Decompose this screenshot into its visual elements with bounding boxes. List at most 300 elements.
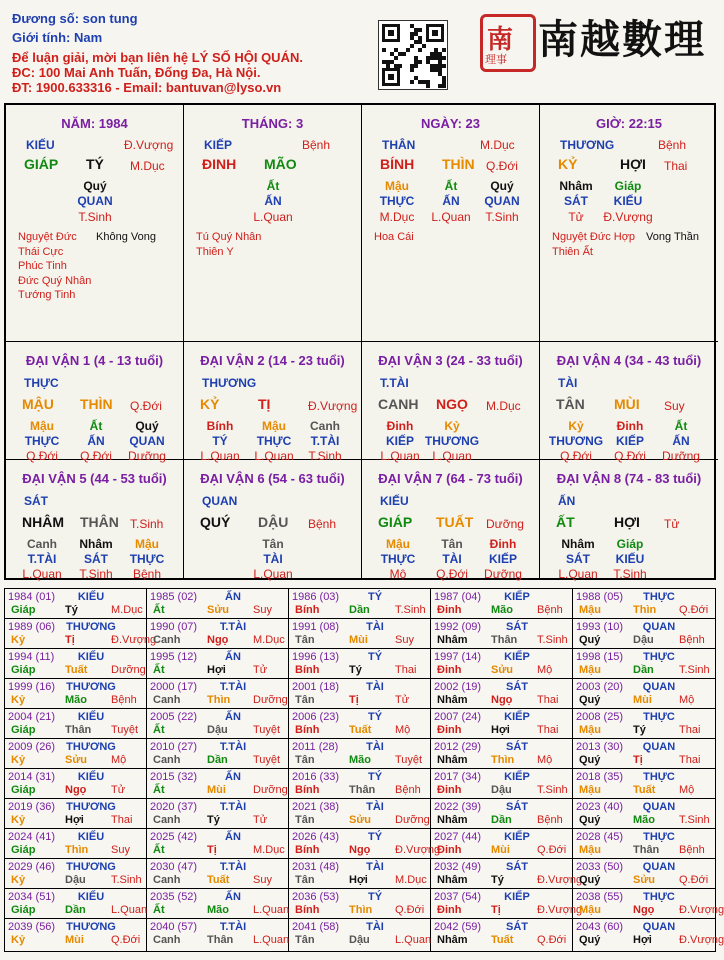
year-label: 2032 (49) bbox=[434, 861, 482, 873]
year-branch: Mão bbox=[207, 904, 229, 916]
pillar-stage: Bệnh bbox=[658, 138, 687, 152]
year-branch: Ngọ bbox=[207, 634, 229, 646]
hidden-stem: Quý bbox=[135, 419, 159, 433]
gender: Giới tính: Nam bbox=[12, 30, 103, 45]
year-branch: Dần bbox=[349, 604, 370, 616]
hidden-ten-god: T.TÀI bbox=[27, 552, 57, 566]
year-cell bbox=[147, 679, 289, 709]
hidden-ten-god: ẤN bbox=[264, 194, 282, 208]
year-label: 1997 (14) bbox=[434, 651, 482, 663]
year-label: 2024 (41) bbox=[8, 831, 56, 843]
hidden-ten-god: THỰC bbox=[129, 552, 165, 566]
year-cell bbox=[289, 679, 431, 709]
year-label: 2015 (32) bbox=[150, 771, 198, 783]
hidden-stem: Canh bbox=[27, 537, 57, 551]
year-ten-god: KIẾP bbox=[504, 651, 530, 663]
dai-van-branch: MÙI bbox=[614, 396, 640, 412]
hidden-stem: Giáp bbox=[614, 179, 642, 193]
year-stem: Giáp bbox=[11, 784, 36, 796]
dai-van-ten-god: T.TÀI bbox=[380, 376, 409, 390]
year-stem: Tân bbox=[295, 694, 315, 706]
year-stage: Q.Đới bbox=[679, 874, 709, 886]
hidden-ten-god: THỰC bbox=[380, 552, 416, 566]
year-stage: Dưỡng bbox=[253, 784, 288, 796]
year-ten-god: KIẾU bbox=[77, 831, 105, 843]
year-stem: Bính bbox=[295, 724, 320, 736]
year-label: 2017 (34) bbox=[434, 771, 482, 783]
year-stage: T.Sinh bbox=[395, 604, 426, 616]
hidden-stage: Bệnh bbox=[132, 567, 162, 581]
year-stage: Đ.Vượng bbox=[111, 634, 157, 646]
year-stem: Bính bbox=[295, 844, 320, 856]
pillar-cell bbox=[184, 105, 362, 342]
year-cell bbox=[431, 739, 573, 769]
dai-van-cell bbox=[184, 460, 362, 580]
year-stage: Q.Đới bbox=[679, 604, 709, 616]
year-ten-god: QUAN bbox=[642, 621, 676, 633]
year-stem: Giáp bbox=[11, 904, 36, 916]
year-cell bbox=[5, 709, 147, 739]
star-item: Thiên Y bbox=[196, 245, 234, 258]
year-branch: Thân bbox=[633, 844, 660, 856]
dai-van-stem: KỶ bbox=[200, 396, 220, 412]
year-branch: Tị bbox=[491, 904, 501, 916]
dai-van-title: ĐẠI VẬN 4 (34 - 43 tuổi) bbox=[556, 353, 702, 368]
hidden-stage: Tử bbox=[568, 210, 584, 224]
year-label: 2004 (21) bbox=[8, 711, 56, 723]
year-branch: Sửu bbox=[491, 664, 514, 676]
dai-van-branch: DẬU bbox=[258, 514, 289, 530]
hidden-stem: Nhâm bbox=[561, 537, 595, 551]
dai-van-title: ĐẠI VẬN 6 (54 - 63 tuổi) bbox=[200, 471, 345, 486]
year-cell bbox=[289, 919, 431, 951]
star-item: Nguyệt Đức Hợp bbox=[552, 231, 636, 243]
hidden-stem: Ất bbox=[444, 179, 458, 193]
dai-van-stage: T.Sinh bbox=[130, 517, 164, 531]
year-branch: Tuất bbox=[349, 724, 372, 736]
qr-code-icon[interactable] bbox=[378, 20, 448, 90]
year-stage: T.Sinh bbox=[679, 814, 710, 826]
yearly-luck-table bbox=[4, 588, 724, 952]
hidden-stage: T.Sinh bbox=[485, 210, 519, 224]
year-branch: Tý bbox=[491, 874, 504, 886]
year-label: 1990 (07) bbox=[150, 621, 198, 633]
year-stage: Q.Đới bbox=[537, 844, 567, 856]
hidden-stage: Q.Đới bbox=[560, 449, 592, 463]
hidden-stage: Q.Đới bbox=[614, 449, 646, 463]
year-ten-god: TÝ bbox=[367, 771, 383, 783]
year-label: 2030 (47) bbox=[150, 861, 198, 873]
year-ten-god: THỰC bbox=[643, 831, 675, 843]
page-header bbox=[0, 0, 720, 100]
year-ten-god: THƯƠNG bbox=[66, 801, 116, 813]
year-branch: Tuất bbox=[491, 934, 514, 946]
hidden-stem: Quý bbox=[490, 179, 514, 193]
year-ten-god: THƯƠNG bbox=[66, 621, 116, 633]
year-ten-god: ẤN bbox=[225, 891, 241, 903]
year-cell bbox=[431, 829, 573, 859]
hidden-stage: Đ.Vượng bbox=[603, 210, 653, 224]
dai-van-title: ĐẠI VẬN 2 (14 - 23 tuổi) bbox=[200, 353, 345, 368]
year-cell bbox=[431, 589, 573, 619]
year-branch: Thìn bbox=[633, 604, 657, 616]
dai-van-stage: Q.Đới bbox=[130, 399, 162, 413]
year-label: 1993 (10) bbox=[576, 621, 624, 633]
year-stem: Ất bbox=[153, 664, 165, 676]
year-cell bbox=[147, 769, 289, 799]
pillar-good-stars bbox=[196, 230, 261, 259]
year-ten-god: TÀI bbox=[366, 741, 384, 753]
year-cell bbox=[5, 829, 147, 859]
year-stem: Kỷ bbox=[11, 634, 26, 646]
year-stem: Ất bbox=[153, 604, 165, 616]
year-branch: Hợi bbox=[491, 724, 510, 736]
dai-van-stem: CANH bbox=[378, 396, 419, 412]
year-ten-god: THƯƠNG bbox=[66, 681, 116, 693]
year-stem: Mậu bbox=[579, 604, 601, 616]
year-stem: Canh bbox=[153, 874, 181, 886]
hidden-ten-god: TÀI bbox=[263, 552, 283, 566]
year-branch: Sửu bbox=[207, 604, 230, 616]
year-stage: Suy bbox=[395, 634, 414, 646]
year-branch: Dậu bbox=[633, 634, 654, 646]
year-branch: Ngọ bbox=[633, 904, 655, 916]
year-stem: Nhâm bbox=[437, 754, 468, 766]
pillar-stage: Đ.Vượng bbox=[124, 138, 174, 152]
year-ten-god: ẤN bbox=[225, 771, 241, 783]
year-cell bbox=[5, 799, 147, 829]
year-ten-god: THỰC bbox=[643, 891, 675, 903]
star-item: Đức Quý Nhân bbox=[18, 274, 92, 287]
year-label: 2002 (19) bbox=[434, 681, 482, 693]
year-stage: M.Dục bbox=[253, 844, 285, 856]
year-branch: Dậu bbox=[207, 724, 228, 736]
year-cell bbox=[5, 859, 147, 889]
year-branch: Mùi bbox=[349, 634, 368, 646]
year-label: 2018 (35) bbox=[576, 771, 624, 783]
year-branch: Thân bbox=[349, 784, 376, 796]
hidden-ten-god: ẤN bbox=[87, 434, 105, 448]
pillar-heavenly-stem: KỶ bbox=[558, 156, 578, 172]
year-stem: Ất bbox=[153, 724, 165, 736]
hidden-ten-god: KIẾP bbox=[615, 434, 645, 448]
year-label: 2038 (55) bbox=[576, 891, 624, 903]
year-ten-god: QUAN bbox=[642, 921, 676, 933]
hidden-ten-god: THƯƠNG bbox=[548, 434, 604, 448]
year-ten-god: ẤN bbox=[225, 711, 241, 723]
contact-phone-email[interactable]: ĐT: 1900.633316 - Email: bantuvan@lyso.vn bbox=[12, 80, 282, 95]
year-label: 2029 (46) bbox=[8, 861, 56, 873]
dai-van-cell bbox=[184, 342, 362, 463]
year-ten-god: THỰC bbox=[643, 711, 675, 723]
year-stem: Nhâm bbox=[437, 814, 468, 826]
year-branch: Tý bbox=[207, 814, 220, 826]
year-branch: Mão bbox=[65, 694, 87, 706]
year-branch: Thân bbox=[207, 934, 234, 946]
year-stage: M.Dục bbox=[111, 604, 143, 616]
year-ten-god: THƯƠNG bbox=[66, 741, 116, 753]
year-stage: Mộ bbox=[679, 784, 695, 796]
year-ten-god: KIẾP bbox=[504, 771, 530, 783]
pillar-heavenly-stem: GIÁP bbox=[24, 156, 59, 172]
year-stem: Bính bbox=[295, 784, 320, 796]
year-stem: Canh bbox=[153, 694, 181, 706]
year-stage: M.Dục bbox=[395, 874, 427, 886]
hidden-stem: Ất bbox=[266, 179, 280, 193]
year-label: 1992 (09) bbox=[434, 621, 482, 633]
year-stage: T.Sinh bbox=[537, 634, 568, 646]
year-stage: Tuyệt bbox=[253, 724, 281, 736]
hidden-stage: T.Sinh bbox=[78, 210, 112, 224]
year-stage: Tử bbox=[395, 694, 410, 706]
year-cell bbox=[147, 649, 289, 679]
year-cell bbox=[573, 769, 715, 799]
year-stage: Thai bbox=[537, 694, 559, 706]
hidden-stem: Kỷ bbox=[568, 419, 584, 433]
year-cell bbox=[147, 889, 289, 919]
year-ten-god: SÁT bbox=[506, 921, 528, 933]
dai-van-stage: Dưỡng bbox=[486, 517, 524, 531]
year-stage: L.Quan bbox=[253, 934, 290, 946]
year-stage: Bệnh bbox=[679, 634, 705, 646]
year-stem: Quý bbox=[579, 694, 601, 706]
year-label: 2022 (39) bbox=[434, 801, 482, 813]
year-label: 2020 (37) bbox=[150, 801, 198, 813]
hidden-ten-god: TÀI bbox=[442, 552, 462, 566]
hidden-stem: Tân bbox=[262, 537, 284, 551]
contact-note: Để luận giải, mời bạn liên hệ LÝ SỐ HỘI QUÁN. bbox=[12, 50, 303, 65]
year-branch: Mùi bbox=[207, 784, 226, 796]
year-ten-god: THỰC bbox=[643, 651, 675, 663]
year-label: 2025 (42) bbox=[150, 831, 198, 843]
year-cell bbox=[573, 829, 715, 859]
year-ten-god: SÁT bbox=[506, 621, 528, 633]
dai-van-stage: Suy bbox=[664, 399, 685, 413]
hidden-stem: Mậu bbox=[135, 537, 159, 551]
owner-name: Đương số: son tung bbox=[12, 11, 138, 26]
year-stage: Tử bbox=[253, 664, 268, 676]
year-stem: Tân bbox=[295, 634, 315, 646]
year-stem: Tân bbox=[295, 934, 315, 946]
year-label: 2036 (53) bbox=[292, 891, 340, 903]
year-label: 2040 (57) bbox=[150, 921, 198, 933]
pillar-heavenly-stem: BÍNH bbox=[380, 156, 415, 172]
year-branch: Mão bbox=[633, 814, 655, 826]
year-branch: Tuất bbox=[207, 874, 230, 886]
pillar-good-stars bbox=[18, 230, 91, 303]
year-stage: Đ.Vượng bbox=[537, 904, 583, 916]
hidden-stem: Quý bbox=[83, 179, 107, 193]
year-stage: Tử bbox=[111, 784, 126, 796]
year-label: 1995 (12) bbox=[150, 651, 198, 663]
year-label: 1988 (05) bbox=[576, 591, 624, 603]
year-label: 2013 (30) bbox=[576, 741, 624, 753]
year-ten-god: TÀI bbox=[366, 921, 384, 933]
year-cell bbox=[147, 709, 289, 739]
year-branch: Sửu bbox=[349, 814, 372, 826]
year-branch: Dậu bbox=[491, 784, 512, 796]
year-ten-god: KIẾU bbox=[77, 651, 105, 663]
year-branch: Dậu bbox=[65, 874, 86, 886]
hidden-stem: Mậu bbox=[30, 419, 54, 433]
year-ten-god: T.TÀI bbox=[219, 741, 247, 753]
year-ten-god: KIẾP bbox=[504, 711, 530, 723]
year-branch: Mão bbox=[491, 604, 513, 616]
star-item: Thái Cực bbox=[18, 245, 64, 258]
year-label: 1999 (16) bbox=[8, 681, 56, 693]
year-branch: Thìn bbox=[349, 904, 373, 916]
year-label: 1986 (03) bbox=[292, 591, 340, 603]
year-ten-god: T.TÀI bbox=[219, 801, 247, 813]
year-ten-god: THƯƠNG bbox=[66, 921, 116, 933]
year-stage: T.Sinh bbox=[111, 874, 142, 886]
dai-van-branch: HỢI bbox=[614, 514, 640, 530]
pillar-ten-god: KIẾP bbox=[204, 138, 233, 152]
year-branch: Sửu bbox=[65, 754, 88, 766]
year-ten-god: TÀI bbox=[366, 801, 384, 813]
year-label: 2009 (26) bbox=[8, 741, 56, 753]
year-stage: Bệnh bbox=[537, 604, 563, 616]
year-cell bbox=[289, 889, 431, 919]
hidden-stem: Giáp bbox=[616, 537, 644, 551]
year-label: 2007 (24) bbox=[434, 711, 482, 723]
dai-van-ten-god: KIẾU bbox=[380, 494, 409, 508]
year-cell bbox=[431, 769, 573, 799]
year-branch: Dần bbox=[633, 664, 654, 676]
star-item: Hoa Cái bbox=[374, 231, 414, 243]
year-cell bbox=[289, 799, 431, 829]
year-stem: Ất bbox=[153, 904, 165, 916]
year-ten-god: T.TÀI bbox=[219, 681, 247, 693]
hidden-stem: Bính bbox=[206, 419, 234, 433]
pillar-earthly-branch: TÝ bbox=[86, 156, 104, 172]
year-branch: Tý bbox=[65, 604, 78, 616]
year-cell bbox=[5, 679, 147, 709]
dai-van-cell bbox=[540, 460, 718, 580]
year-ten-god: KIẾP bbox=[504, 891, 530, 903]
year-ten-god: KIẾP bbox=[504, 831, 530, 843]
year-ten-god: TÀI bbox=[366, 621, 384, 633]
year-ten-god: THỰC bbox=[643, 771, 675, 783]
pillar-branch-stage: Q.Đới bbox=[486, 159, 518, 173]
year-stem: Giáp bbox=[11, 724, 36, 736]
hidden-stem: Tân bbox=[441, 537, 463, 551]
year-branch: Dần bbox=[491, 814, 512, 826]
year-label: 2005 (22) bbox=[150, 711, 198, 723]
hidden-ten-god: KIẾU bbox=[613, 194, 643, 208]
pillar-title: NGÀY: 23 bbox=[421, 116, 480, 131]
year-stage: Bệnh bbox=[395, 784, 421, 796]
year-stage: Thai bbox=[395, 664, 417, 676]
year-label: 2031 (48) bbox=[292, 861, 340, 873]
year-stage: Thai bbox=[537, 724, 559, 736]
hidden-stem: Đinh bbox=[489, 537, 517, 551]
dai-van-ten-god: TÀI bbox=[558, 376, 578, 390]
year-cell bbox=[289, 739, 431, 769]
year-branch: Hợi bbox=[65, 814, 84, 826]
year-stage: Dưỡng bbox=[395, 814, 430, 826]
pillar-earthly-branch: THÌN bbox=[442, 156, 475, 172]
year-stem: Đinh bbox=[437, 604, 462, 616]
year-branch: Ngọ bbox=[491, 694, 513, 706]
year-cell bbox=[5, 649, 147, 679]
year-stem: Nhâm bbox=[437, 694, 468, 706]
pillar-good-stars bbox=[374, 230, 414, 245]
dai-van-cell bbox=[6, 342, 184, 463]
pillar-ten-god: THƯƠNG bbox=[560, 138, 615, 152]
year-cell bbox=[289, 829, 441, 859]
year-stage: Suy bbox=[111, 844, 130, 856]
year-stem: Canh bbox=[153, 934, 181, 946]
dai-van-cell bbox=[362, 460, 540, 580]
year-label: 2043 (60) bbox=[576, 921, 624, 933]
year-stem: Ất bbox=[153, 784, 165, 796]
year-stem: Quý bbox=[579, 814, 601, 826]
pillar-cell bbox=[362, 105, 540, 342]
star-item: Vong Thần bbox=[646, 231, 700, 243]
year-branch: Ngọ bbox=[349, 844, 371, 856]
year-branch: Mùi bbox=[633, 694, 652, 706]
hidden-ten-god: TÝ bbox=[212, 434, 228, 448]
year-label: 2027 (44) bbox=[434, 831, 482, 843]
hidden-stem: Đinh bbox=[386, 419, 414, 433]
year-stage: Mộ bbox=[395, 724, 411, 736]
hidden-stem: Ất bbox=[89, 419, 103, 433]
pillar-stage: Bệnh bbox=[302, 138, 331, 152]
year-cell bbox=[289, 769, 431, 799]
hidden-stem: Nhâm bbox=[559, 179, 593, 193]
star-item: Thiên Ất bbox=[552, 245, 593, 258]
dai-van-title: ĐẠI VẬN 3 (24 - 33 tuổi) bbox=[378, 353, 523, 368]
year-stage: Mộ bbox=[537, 754, 553, 766]
dai-van-ten-god: QUAN bbox=[202, 494, 238, 508]
year-label: 1991 (08) bbox=[292, 621, 340, 633]
year-stage: Mộ bbox=[679, 694, 695, 706]
year-stage: Bệnh bbox=[679, 844, 705, 856]
dai-van-stem: NHÂM bbox=[22, 514, 64, 530]
year-cell bbox=[147, 619, 289, 649]
year-ten-god: THỰC bbox=[643, 591, 675, 603]
year-ten-god: KIẾU bbox=[77, 771, 105, 783]
year-stem: Mậu bbox=[579, 664, 601, 676]
year-cell bbox=[147, 589, 289, 619]
hidden-ten-god: SÁT bbox=[84, 552, 108, 566]
year-cell bbox=[573, 679, 715, 709]
hidden-stage: L.Quan bbox=[253, 567, 293, 581]
hidden-stage: Dưỡng bbox=[128, 449, 166, 463]
hidden-stage: Dưỡng bbox=[484, 567, 522, 581]
year-cell bbox=[5, 919, 147, 951]
year-stage: Q.Đới bbox=[111, 934, 141, 946]
hidden-stage: T.Sinh bbox=[613, 567, 647, 581]
hidden-ten-god: ẤN bbox=[672, 434, 690, 448]
year-label: 2003 (20) bbox=[576, 681, 624, 693]
year-ten-god: TÝ bbox=[367, 831, 383, 843]
year-cell bbox=[573, 709, 715, 739]
year-cell bbox=[5, 589, 147, 619]
year-stem: Tân bbox=[295, 874, 315, 886]
pillar-title: THÁNG: 3 bbox=[241, 116, 304, 131]
year-stage: Dưỡng bbox=[253, 694, 288, 706]
year-stem: Đinh bbox=[437, 844, 462, 856]
year-cell bbox=[5, 889, 147, 919]
year-stem: Đinh bbox=[437, 784, 462, 796]
year-label: 2041 (58) bbox=[292, 921, 340, 933]
year-label: 2012 (29) bbox=[434, 741, 482, 753]
hidden-ten-god: KIẾP bbox=[488, 552, 518, 566]
year-cell bbox=[573, 589, 715, 619]
year-branch: Ngọ bbox=[65, 784, 87, 796]
